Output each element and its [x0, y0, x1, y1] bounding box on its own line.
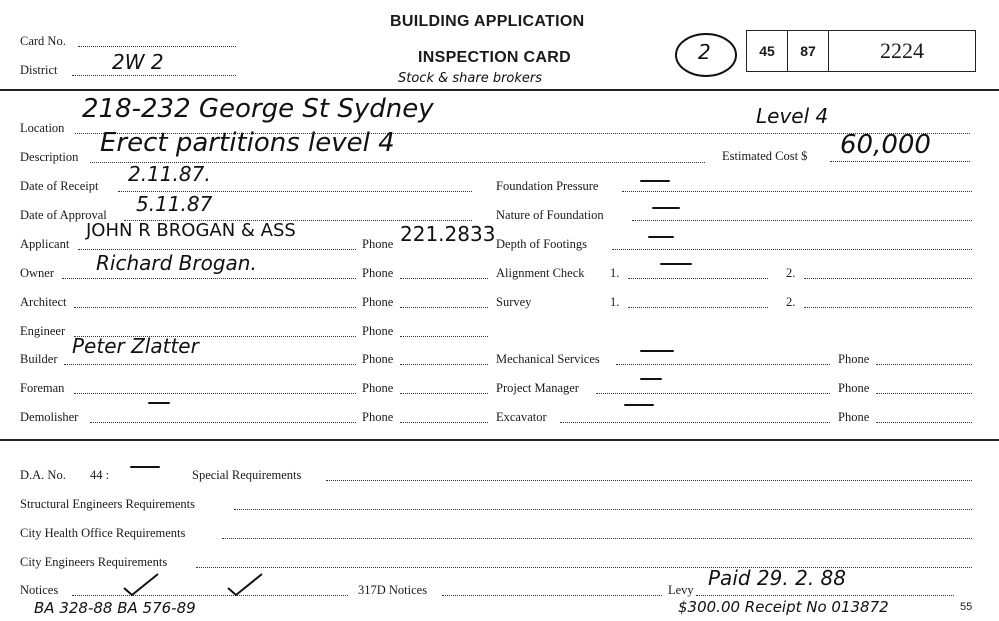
alignment-check-1-label: 1.	[610, 266, 620, 280]
builder-phone-label: Phone	[362, 352, 394, 366]
alignment-check-1-line	[628, 278, 768, 279]
estimated-cost-value: 60,000	[840, 130, 931, 160]
applicant-value: JOHN R BROGAN & ASS	[86, 220, 296, 241]
location-aside: Level 4	[756, 104, 829, 128]
engineer-label: Engineer	[20, 324, 66, 338]
owner-phone-label: Phone	[362, 266, 394, 280]
corner-code: 55	[960, 601, 973, 613]
district-label: District	[20, 63, 58, 77]
architect-label: Architect	[20, 295, 67, 309]
card-number-box: 2224	[828, 30, 976, 72]
nature-of-foundation-line	[632, 220, 972, 221]
da-no-dash	[130, 466, 160, 468]
health-requirements-line	[222, 538, 972, 539]
special-requirements-label: Special Requirements	[192, 468, 302, 482]
foreman-dash	[148, 402, 170, 404]
notices-317d-label: 317D Notices	[358, 583, 428, 597]
date-of-receipt-value: 2.11.87.	[128, 162, 211, 186]
header-divider	[0, 89, 999, 91]
owner-phone-line	[400, 278, 488, 279]
estimated-cost-line	[830, 161, 970, 162]
structural-requirements-label: Structural Engineers Requirements	[20, 497, 195, 511]
checkmark-icon	[226, 572, 266, 598]
architect-phone-label: Phone	[362, 295, 394, 309]
excavator-dash	[624, 404, 654, 406]
card-no-label: Card No.	[20, 34, 66, 48]
alignment-check-label: Alignment Check	[496, 266, 585, 280]
notices-317d-line	[442, 595, 662, 596]
excavator-label: Excavator	[496, 410, 547, 424]
date-of-approval-value: 5.11.87	[136, 192, 213, 216]
district-value: 2W 2	[112, 50, 164, 74]
depth-of-footings-line	[612, 249, 972, 250]
levy-value: Paid 29. 2. 88	[708, 566, 846, 590]
health-requirements-label: City Health Office Requirements	[20, 526, 186, 540]
notices-label: Notices	[20, 583, 59, 597]
title-line2: INSPECTION CARD	[418, 49, 571, 66]
excavator-phone-label: Phone	[838, 410, 870, 424]
owner-line	[62, 278, 356, 279]
demolisher-phone-label: Phone	[362, 410, 394, 424]
mechanical-services-dash	[640, 350, 674, 352]
stamp-note: Stock & share brokers	[398, 71, 543, 86]
depth-of-footings-label: Depth of Footings	[496, 237, 587, 251]
handwritten-note-right: $300.00 Receipt No 013872	[678, 598, 889, 616]
estimated-cost-label: Estimated Cost $	[722, 149, 808, 163]
levy-line	[696, 595, 954, 596]
project-manager-label: Project Manager	[496, 381, 579, 395]
foreman-label: Foreman	[20, 381, 65, 395]
checkmark-icon	[122, 572, 162, 598]
district-line	[72, 75, 236, 76]
foundation-pressure-line	[622, 191, 972, 192]
foreman-phone-label: Phone	[362, 381, 394, 395]
reference-box-2: 87	[787, 30, 829, 72]
mechanical-services-label: Mechanical Services	[496, 352, 600, 366]
foreman-phone-line	[400, 393, 488, 394]
engineer-phone-label: Phone	[362, 324, 394, 338]
mechanical-services-phone-label: Phone	[838, 352, 870, 366]
architect-line	[74, 307, 356, 308]
alignment-check-dash	[660, 263, 692, 265]
circled-number: 2	[698, 40, 711, 64]
description-label: Description	[20, 150, 79, 164]
city-engineers-line	[196, 567, 972, 568]
bottom-divider	[0, 439, 999, 441]
foreman-line	[74, 393, 356, 394]
levy-label: Levy	[668, 583, 694, 597]
engineer-phone-line	[400, 336, 488, 337]
card-no-line	[78, 46, 236, 47]
notices-line	[72, 595, 348, 596]
excavator-line	[560, 422, 830, 423]
owner-label: Owner	[20, 266, 55, 280]
applicant-phone-label: Phone	[362, 237, 394, 251]
survey-1-line	[628, 307, 768, 308]
demolisher-label: Demolisher	[20, 410, 79, 424]
builder-value: Peter Zlatter	[72, 334, 199, 358]
survey-2-line	[804, 307, 972, 308]
foundation-pressure-label: Foundation Pressure	[496, 179, 599, 193]
survey-2-label: 2.	[786, 295, 796, 309]
project-manager-dash	[640, 378, 662, 380]
project-manager-phone-label: Phone	[838, 381, 870, 395]
da-no-label: D.A. No.	[20, 468, 66, 482]
owner-value: Richard Brogan.	[96, 251, 257, 275]
foundation-pressure-dash	[640, 180, 670, 182]
mechanical-services-phone-line	[876, 364, 972, 365]
date-of-receipt-label: Date of Receipt	[20, 179, 99, 193]
alignment-check-2-line	[804, 278, 972, 279]
location-label: Location	[20, 121, 65, 135]
builder-phone-line	[400, 364, 488, 365]
nature-of-foundation-dash	[652, 207, 680, 209]
demolisher-phone-line	[400, 422, 488, 423]
description-value: Erect partitions level 4	[100, 128, 395, 158]
applicant-phone-value: 221.2833	[400, 222, 496, 246]
excavator-phone-line	[876, 422, 972, 423]
architect-phone-line	[400, 307, 488, 308]
location-value: 218-232 George St Sydney	[82, 94, 434, 124]
special-requirements-line	[326, 480, 972, 481]
handwritten-note-left: BA 328-88 BA 576-89	[34, 599, 196, 617]
project-manager-phone-line	[876, 393, 972, 394]
date-of-approval-label: Date of Approval	[20, 208, 107, 222]
city-engineers-label: City Engineers Requirements	[20, 555, 168, 569]
da-no-value: 44 :	[90, 468, 110, 482]
applicant-label: Applicant	[20, 237, 70, 251]
mechanical-services-line	[616, 364, 830, 365]
reference-box-1: 45	[746, 30, 788, 72]
builder-line	[64, 364, 356, 365]
depth-of-footings-dash	[648, 236, 674, 238]
builder-label: Builder	[20, 352, 58, 366]
structural-requirements-line	[234, 509, 972, 510]
survey-label: Survey	[496, 295, 532, 309]
demolisher-line	[90, 422, 356, 423]
alignment-check-2-label: 2.	[786, 266, 796, 280]
project-manager-line	[596, 393, 830, 394]
applicant-line	[78, 249, 356, 250]
title-line1: BUILDING APPLICATION	[390, 13, 585, 30]
nature-of-foundation-label: Nature of Foundation	[496, 208, 604, 222]
survey-1-label: 1.	[610, 295, 620, 309]
